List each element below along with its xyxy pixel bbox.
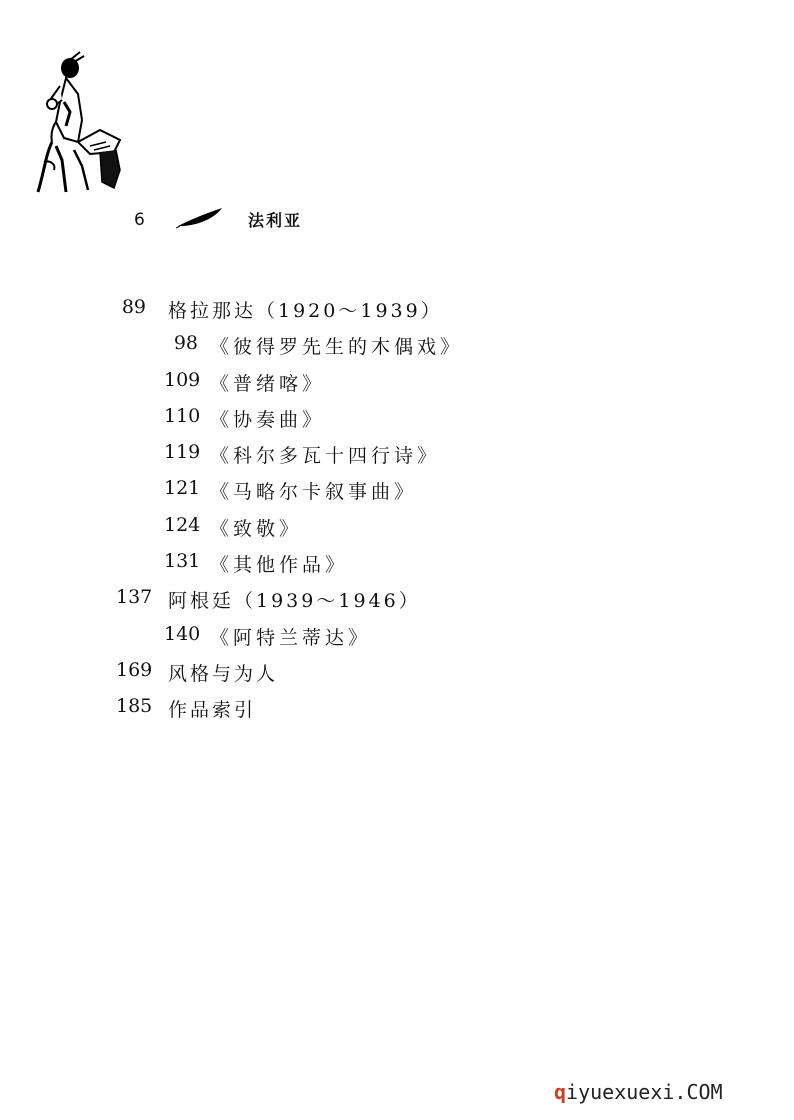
site-watermark (554, 1080, 723, 1104)
toc-title: 《协奏曲》 (210, 408, 326, 431)
toc-title: 《致敬》 (210, 517, 303, 540)
toc-entry (0, 544, 794, 580)
toc-page-number: 89 (121, 296, 146, 318)
watermark-text: iyuexuexi.COM (566, 1080, 723, 1104)
toc-entry (0, 689, 794, 725)
running-title: 法利亚 (248, 211, 303, 230)
toc-title: 作品索引 (168, 699, 257, 722)
toc-title: 《彼得罗先生的木偶戏》 (210, 336, 464, 359)
toc-entry (0, 363, 794, 399)
toc-entry (0, 435, 794, 471)
toc-page-number: 131 (164, 550, 201, 573)
toc-page-number: 109 (164, 368, 201, 391)
toc-title: 《其他作品》 (210, 554, 349, 577)
toc-entry (0, 471, 794, 507)
toc-title: 《阿特兰蒂达》 (210, 626, 372, 649)
toc-page-number: 98 (173, 332, 198, 355)
toc-title: 《科尔多瓦十四行诗》 (210, 445, 441, 468)
toc-entry (0, 508, 794, 544)
toc-page-number: 110 (164, 404, 201, 427)
toc-title: 风格与为人 (168, 662, 279, 685)
toc-page-number: 119 (164, 441, 201, 464)
table-of-contents (0, 290, 794, 726)
page-number: 6 (134, 210, 145, 230)
toc-entry (0, 290, 794, 326)
quill-ornament-icon (176, 206, 224, 230)
toc-page-number: 169 (116, 658, 153, 681)
toc-entry (0, 617, 794, 653)
toc-page-number: 185 (116, 695, 153, 718)
toc-title: 阿根廷（1939～1946） (168, 590, 421, 613)
toc-entry (0, 326, 794, 362)
seated-figure-illustration (30, 42, 140, 200)
toc-page-number: 121 (164, 477, 201, 500)
toc-title: 《普绪喀》 (210, 372, 326, 395)
toc-title: 《马略尔卡叙事曲》 (210, 481, 418, 504)
toc-title: 格拉那达（1920～1939） (168, 300, 443, 322)
toc-page-number: 140 (164, 622, 201, 645)
toc-entry (0, 653, 794, 689)
toc-page-number: 137 (116, 586, 153, 609)
toc-page-number: 124 (164, 513, 201, 536)
toc-entry (0, 580, 794, 616)
watermark-prefix: q (554, 1080, 567, 1104)
toc-entry (0, 399, 794, 435)
